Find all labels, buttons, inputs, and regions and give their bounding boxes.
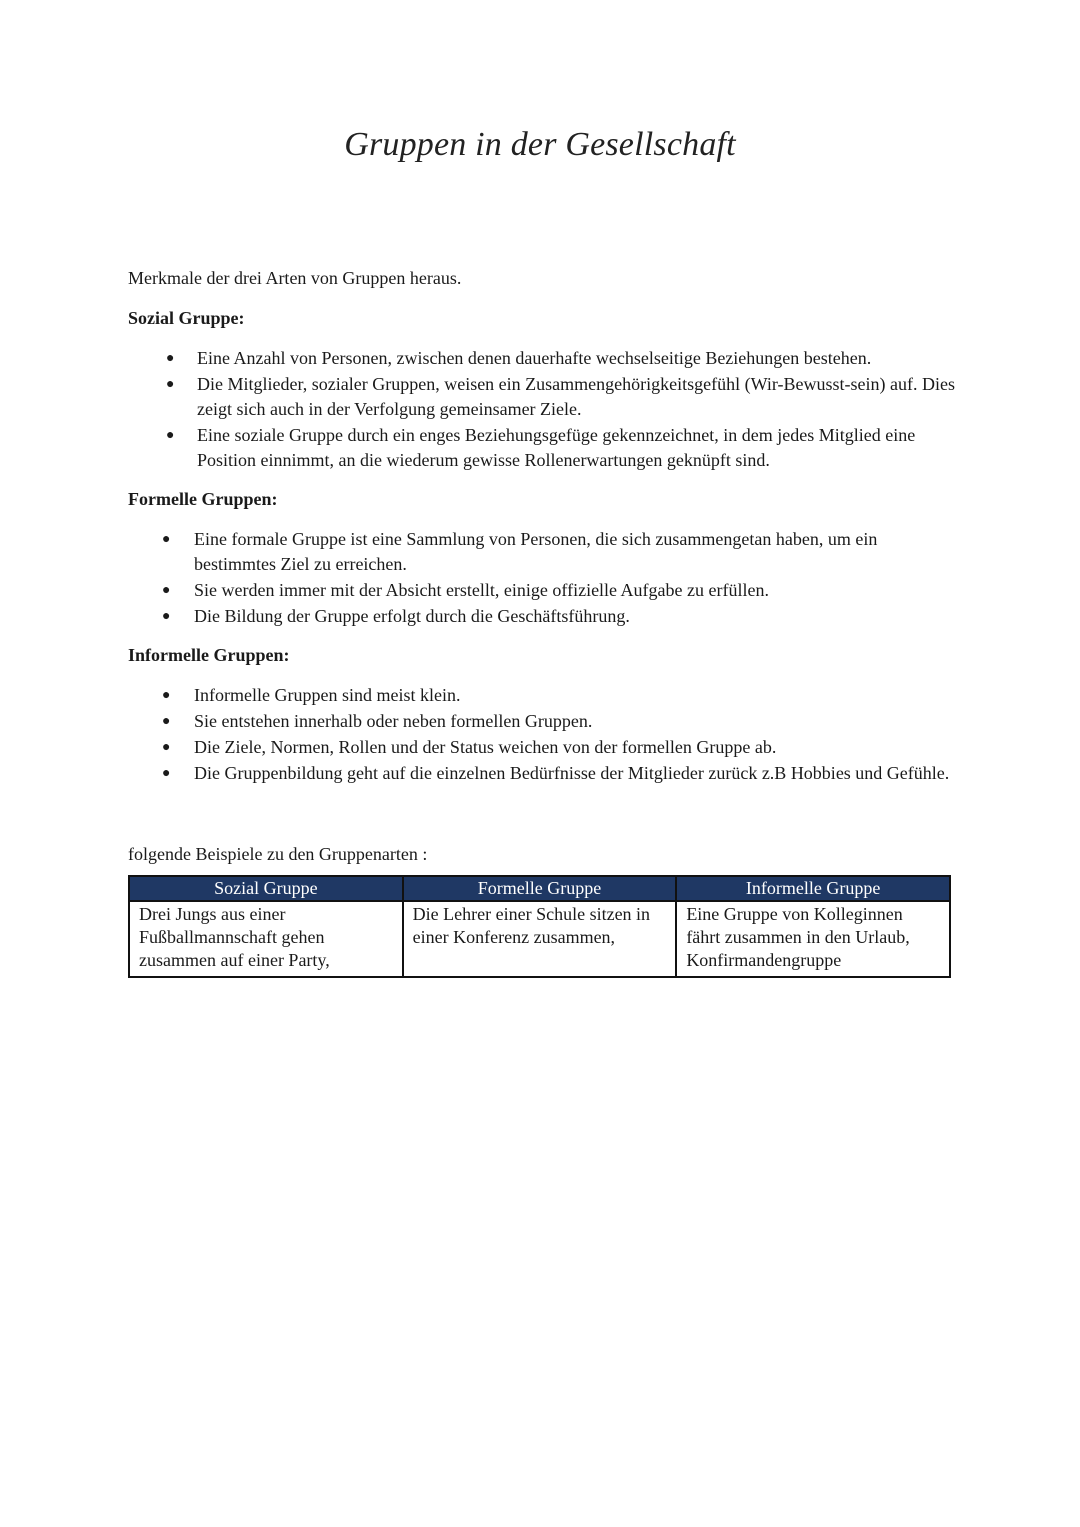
list-item: ● Sie werden immer mit der Absicht erstellt, einige offizielle Aufgabe zu erfüllen.	[128, 578, 958, 603]
list-item: ● Eine soziale Gruppe durch ein enges Beziehungsgefüge gekennzeichnet, in dem jedes Mitglied eine Position einnimmt, an die wiederum gewisse Rollenerwartungen geknüpft sind.	[166, 425, 916, 470]
bullet-icon: ●	[162, 583, 171, 598]
page-title: Gruppen in der Gesellschaft	[344, 126, 736, 163]
list-item: ● Die Gruppenbildung geht auf die einzelnen Bedürfnisse der Mitglieder zurück z.B Hobbies und Gefühle.	[128, 761, 958, 786]
section-heading-informell: Informelle Gruppen:	[128, 645, 290, 665]
bullet-icon: ●	[162, 766, 171, 781]
table-header-cell: Sozial Gruppe	[129, 876, 403, 901]
list-item: ● Informelle Gruppen sind meist klein.	[128, 683, 958, 708]
list-item: ● Eine Anzahl von Personen, zwischen denen dauerhafte wechselseitige Beziehungen bestehen.	[128, 346, 958, 371]
bullet-list-informell	[128, 683, 958, 786]
table-cell: Drei Jungs aus einer Fußballmannschaft gehen zusammen auf einer Party,	[129, 901, 403, 977]
list-item: ● Die Ziele, Normen, Rollen und der Status weichen von der formellen Gruppe ab.	[128, 735, 958, 760]
list-item: ● Die Bildung der Gruppe erfolgt durch die Geschäftsführung.	[128, 604, 958, 629]
bullet-icon: ●	[162, 532, 171, 547]
document-body	[128, 266, 958, 978]
bullet-icon: ●	[162, 688, 171, 703]
table-header-cell: Informelle Gruppe	[676, 876, 950, 901]
section-heading-formell: Formelle Gruppen:	[128, 489, 278, 509]
bullet-icon: ●	[162, 740, 171, 755]
examples-intro: folgende Beispiele zu den Gruppenarten :	[128, 844, 428, 864]
section-heading-sozial: Sozial Gruppe:	[128, 308, 245, 328]
list-item: ● Die Mitglieder, sozialer Gruppen, weisen ein Zusammengehörigkeitsgefühl (Wir-Bewusst-sein) auf. Dies zeigt sich auch in der Verfolgung gemeinsamer Ziele.	[166, 374, 955, 419]
bullet-icon: ●	[166, 428, 175, 443]
bullet-icon: ●	[166, 377, 175, 392]
table-cell: Eine Gruppe von Kolleginnen fährt zusammen in den Urlaub, Konfirmandengruppe	[676, 901, 950, 977]
table-row	[129, 901, 950, 977]
table-header-cell: Formelle Gruppe	[403, 876, 677, 901]
table-cell: Die Lehrer einer Schule sitzen in einer Konferenz zusammen,	[403, 901, 677, 977]
list-item: ● Eine formale Gruppe ist eine Sammlung von Personen, die sich zusammengetan haben, um ein bestimmtes Ziel zu erreichen.	[162, 529, 878, 574]
examples-table	[128, 875, 951, 978]
table-header-row	[129, 876, 950, 901]
bullet-icon: ●	[166, 351, 175, 366]
intro-text: Merkmale der drei Arten von Gruppen heraus.	[128, 268, 462, 288]
bullet-icon: ●	[162, 609, 171, 624]
list-item: ● Sie entstehen innerhalb oder neben formellen Gruppen.	[128, 709, 958, 734]
bullet-list-sozial	[128, 346, 958, 473]
bullet-list-formell	[128, 527, 958, 629]
bullet-icon: ●	[162, 714, 171, 729]
